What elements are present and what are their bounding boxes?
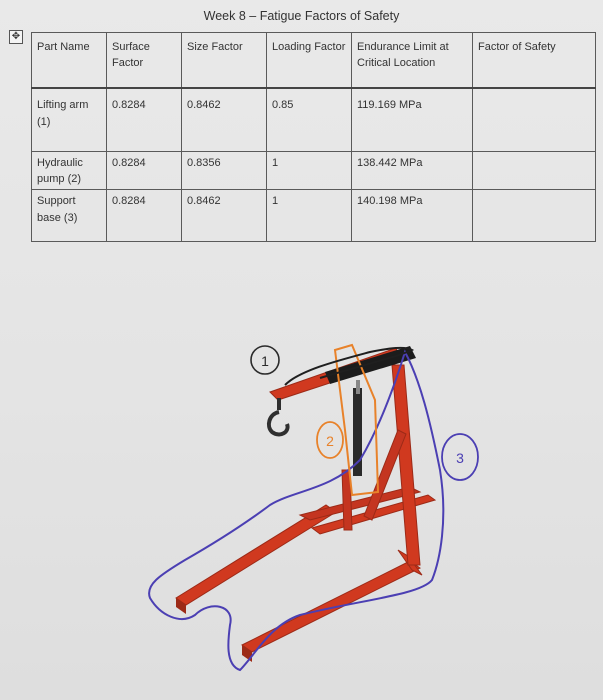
cell-endurance-limit: 119.169 MPa <box>352 88 473 152</box>
cell-part-name: Hydraulic pump (2) <box>32 152 107 190</box>
cell-part-name: Lifting arm (1) <box>32 88 107 152</box>
cell-loading-factor: 1 <box>267 190 352 242</box>
base-front-leg <box>242 561 420 662</box>
label-1: 1 <box>261 353 269 369</box>
label-3: 3 <box>456 450 464 466</box>
header-part-name: Part Name <box>32 33 107 89</box>
cell-size-factor: 0.8462 <box>182 190 267 242</box>
cell-endurance-limit: 138.442 MPa <box>352 152 473 190</box>
upright-post <box>392 365 420 565</box>
hydraulic-rod <box>356 380 360 394</box>
cell-loading-factor: 0.85 <box>267 88 352 152</box>
move-cross-icon[interactable]: ✥ <box>9 30 23 44</box>
label-2: 2 <box>326 433 334 449</box>
base-back-leg <box>176 505 336 614</box>
cell-part-name: Support base (3) <box>32 190 107 242</box>
cell-surface-factor: 0.8284 <box>107 152 182 190</box>
header-factor-of-safety: Factor of Safety <box>473 33 596 89</box>
cell-size-factor: 0.8462 <box>182 88 267 152</box>
header-surface-factor: Surface Factor <box>107 33 182 89</box>
cell-loading-factor: 1 <box>267 152 352 190</box>
cell-surface-factor: 0.8284 <box>107 88 182 152</box>
cell-surface-factor: 0.8284 <box>107 190 182 242</box>
header-endurance-limit: Endurance Limit at Critical Location <box>352 33 473 89</box>
cell-endurance-limit: 140.198 MPa <box>352 190 473 242</box>
cell-size-factor: 0.8356 <box>182 152 267 190</box>
lifting-hook <box>269 398 288 434</box>
header-loading-factor: Loading Factor <box>267 33 352 89</box>
header-size-factor: Size Factor <box>182 33 267 89</box>
page-title: Week 8 – Fatigue Factors of Safety <box>203 9 400 23</box>
